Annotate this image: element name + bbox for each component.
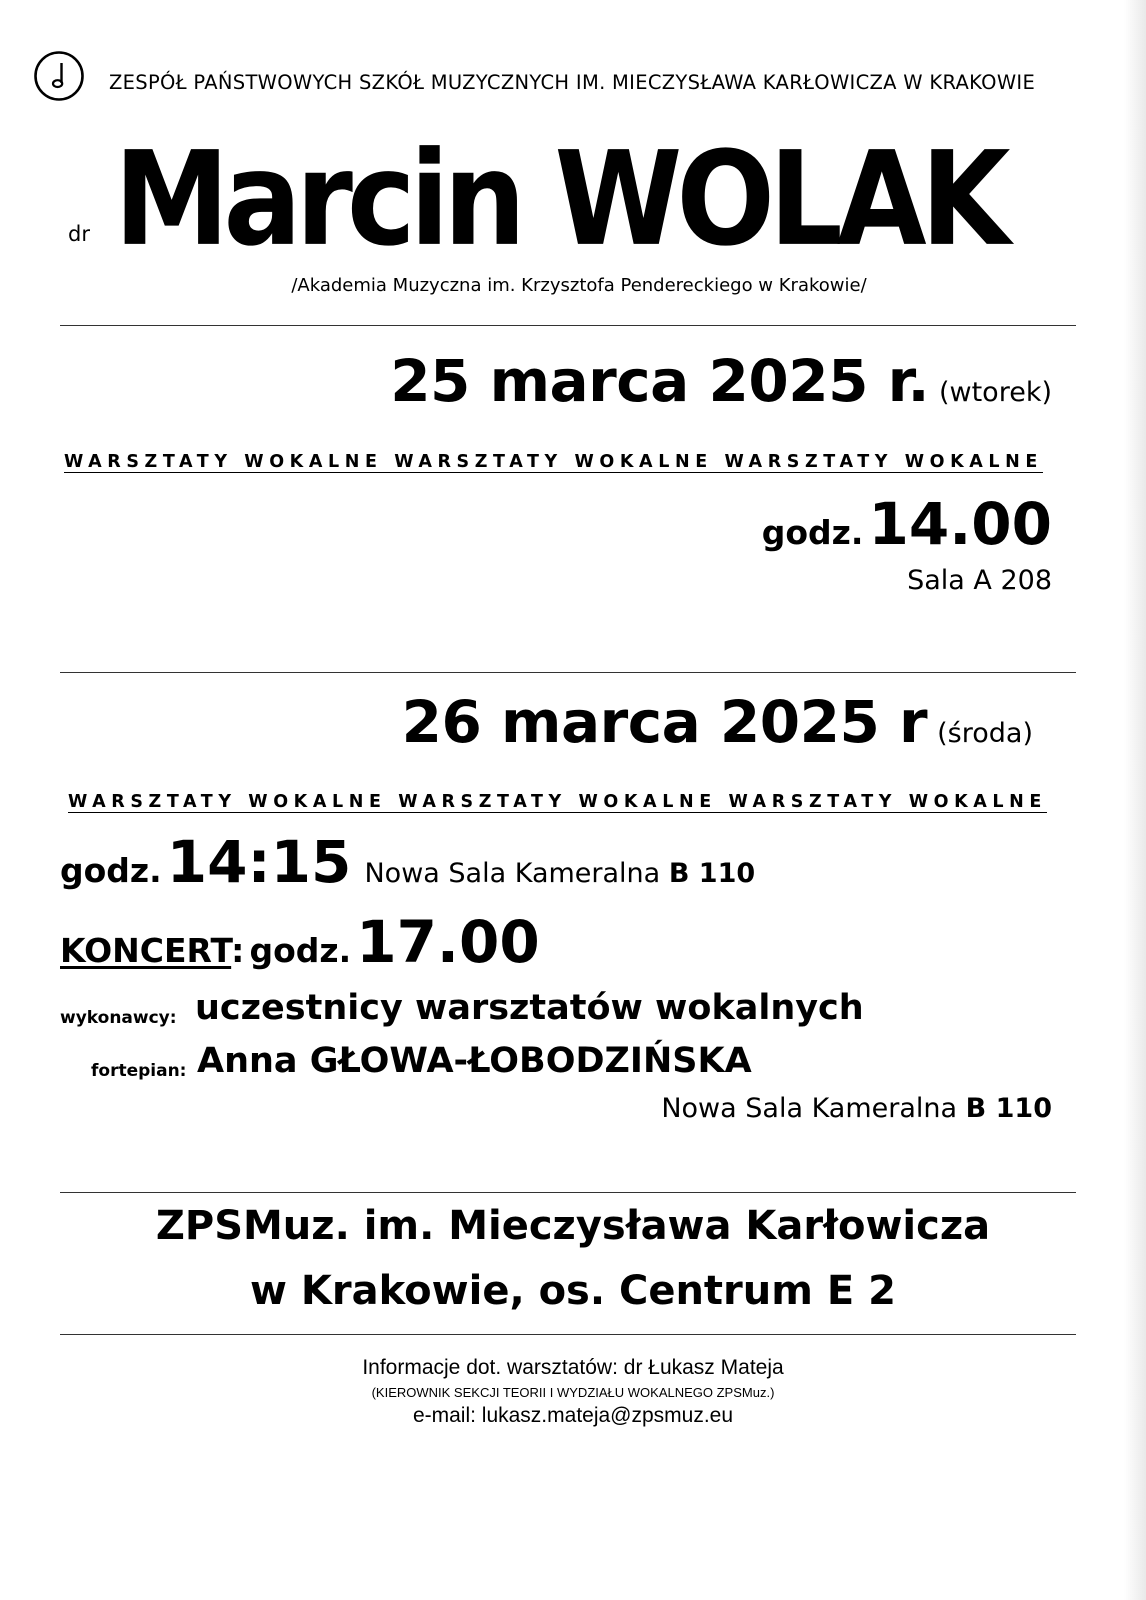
concert-time-label: godz. <box>249 931 352 970</box>
address-line-1: ZPSMuz. im. Mieczysława Karłowicza <box>155 1203 991 1249</box>
day2-workshop-time-label: godz. <box>60 851 162 890</box>
concert-room <box>661 1093 1052 1124</box>
concert-colon: : <box>231 931 245 970</box>
pianist-name: Anna GŁOWA-ŁOBODZIŃSKA <box>197 1041 752 1081</box>
divider <box>60 1192 1076 1193</box>
music-note-circle-icon <box>33 50 85 102</box>
day2-workshop-row <box>60 828 755 896</box>
day1-time-row <box>762 490 1052 558</box>
room-code: B 110 <box>965 1093 1052 1124</box>
day2-workshop-banner: WARSZTATY WOKALNE WARSZTATY WOKALNE WARSZTATY WOKALNE <box>68 792 1047 812</box>
concert-time: 17.00 <box>356 908 540 976</box>
performers-label: wykonawcy: <box>60 1008 177 1028</box>
divider <box>60 672 1076 673</box>
address-line-2: w Krakowie, os. Centrum E 2 <box>250 1268 896 1314</box>
artist-affiliation: /Akademia Muzyczna im. Krzysztofa Pendereckiego w Krakowie/ <box>291 275 867 296</box>
day1-workshop-banner: WARSZTATY WOKALNE WARSZTATY WOKALNE WARSZTATY WOKALNE <box>64 452 1043 472</box>
day2-workshop-time: 14:15 <box>166 828 352 896</box>
contact-email: e-mail: lukasz.mateja@zpsmuz.eu <box>412 1404 734 1427</box>
day2-workshop-room <box>364 858 755 889</box>
room-code: B 110 <box>668 858 756 889</box>
day1-date: 25 marca 2025 r. <box>390 347 929 415</box>
day2-date: 26 marca 2025 r <box>401 688 928 756</box>
artist-name: Marcin WOLAK <box>114 124 1005 276</box>
day1-time-label: godz. <box>761 513 864 552</box>
concert-row <box>60 908 540 976</box>
artist-title: dr <box>68 222 90 246</box>
divider <box>60 325 1076 326</box>
room-name: Nowa Sala Kameralna <box>364 858 661 889</box>
performers: uczestnicy warsztatów wokalnych <box>195 988 864 1028</box>
day1-weekday: (wtorek) <box>938 377 1052 408</box>
day1-heading <box>390 347 1052 415</box>
day2-weekday: (środa) <box>937 718 1033 749</box>
day1-time: 14.00 <box>868 490 1052 558</box>
concert-label: KONCERT <box>60 931 232 970</box>
divider <box>60 1334 1076 1335</box>
school-name: ZESPÓŁ PAŃSTWOWYCH SZKÓŁ MUZYCZNYCH IM. MIECZYSŁAWA KARŁOWICZA W KRAKOWIE <box>109 71 1036 94</box>
contact-role: (KIEROWNIK SEKCJI TEORII I WYDZIAŁU WOKALNEGO ZPSMuz.) <box>371 1385 775 1400</box>
day2-heading <box>402 688 1033 756</box>
piano-label: fortepian: <box>91 1061 187 1081</box>
contact-info: Informacje dot. warsztatów: dr Łukasz Mateja <box>362 1356 784 1379</box>
room-name: Nowa Sala Kameralna <box>661 1093 958 1124</box>
day1-room: Sala A 208 <box>907 565 1052 596</box>
